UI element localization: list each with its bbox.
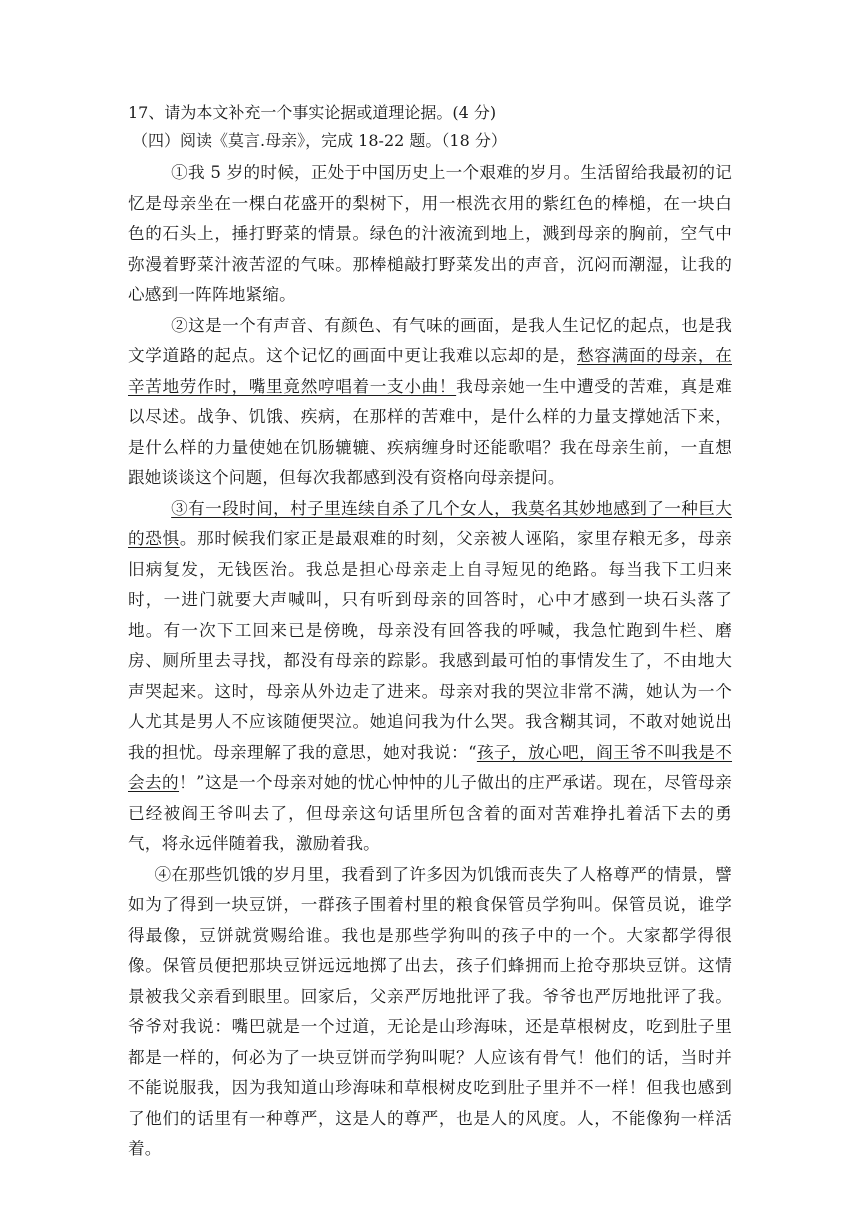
section-4-heading: （四）阅读《莫言.母亲》，完成 18-22 题。（18 分） [132, 131, 507, 150]
paragraph-3 [128, 494, 732, 860]
paragraph-4: ④在那些饥饿的岁月里，我看到了许多因为饥饿而丧失了人格尊严的情景，譬如为了得到一块豆饼，一群孩子围着村里的粮食保管员学狗叫。保管员说，谁学得最像，豆饼就赏赐给谁。我也是那些学狗叫的孩子中的一个。大家都学得很像。保管员便把那块豆饼远远地掷了出去，孩子们蜂拥而上抢夺那块豆饼。这情景被我父亲看到眼里。回家后，父亲严厉地批评了我。爷爷也严厉地批评了我。爷爷对我说：嘴巴就是一个过道，无论是山珍海味，还是草根树皮，吃到肚子里都是一样的，何必为了一块豆饼而学狗叫呢？人应该有骨气！他们的话，当时并不能说服我，因为我知道山珍海味和草根树皮吃到肚子里并不一样！但我也感到了他们的话里有一种尊严，这是人的尊严，也是人的风度。人，不能像狗一样活着。 [128, 864, 732, 1158]
paragraph-3-underlined-sentence-2: 孩子，放心吧，阎王爷不叫我是不会去的 [128, 742, 733, 792]
paragraph-2 [128, 311, 732, 494]
paragraph-3-text-b: ！”这是一个母亲对她的忧心忡忡的儿子做出的庄严承诺。现在，尽管母亲已经被阎王爷叫去了，但母亲这句话里所包含着的面对苦难挣扎着活下去的勇气，将永远伴随着我，激励着我。 [128, 773, 732, 853]
paragraph-3-text-a: 。那时候我们家正是最艰难的时刻，父亲被人诬陷，家里存粮无多，母亲旧病复发，无钱医治。我总是担心母亲走上自寻短见的绝路。每当我下工归来时，一进门就要大声喊叫，只有听到母亲的回答时，心中才感到一块石头落了地。有一次下工回来已是傍晚，母亲没有回答我的呼喊，我急忙跑到牛栏、磨房、厕所里去寻找，都没有母亲的踪影。我感到最可怕的事情发生了，不由地大声哭起来。这时，母亲从外边走了进来。母亲对我的哭泣非常不满，她认为一个人尤其是男人不应该随便哭泣。她追问我为什么哭。我含糊其词，不敢对她说出我的担忧。母亲理解了我的意思，她对我说：“ [128, 529, 732, 762]
paragraph-3-underlined-sentence-1: ③有一段时间，村子里连续自杀了几个女人，我莫名其妙地感到了一种巨大的恐惧 [128, 498, 732, 548]
paragraph-2-underlined-sentence: 愁容满面的母亲，在辛苦地劳作时，嘴里竟然哼唱着一支小曲！ [128, 346, 732, 396]
question-17: 17、请为本文补充一个事实论据或道理论据。(4 分) [128, 103, 497, 122]
paragraph-2-text-b: 我母亲她一生中遭受的苦难，真是难以尽述。战争、饥饿、疾病，在那样的苦难中，是什么样的力量支撑她活下来，是什么样的力量使她在饥肠辘辘、疾病缠身时还能歌唱？我在母亲生前，一直想跟她谈谈这个问题，但每次我都感到没有资格向母亲提问。 [128, 376, 732, 487]
exam-text-block [128, 100, 732, 1165]
paragraph-2-text-a: ②这是一个有声音、有颜色、有气味的画面，是我人生记忆的起点，也是我文学道路的起点。这个记忆的画面中更让我难以忘却的是， [128, 315, 732, 365]
paragraph-1: ①我 5 岁的时候，正处于中国历史上一个艰难的岁月。生活留给我最初的记忆是母亲坐在一棵白花盛开的梨树下，用一根洗衣用的紫红色的棒槌，在一块白色的石头上，捶打野菜的情景。绿色的汁液流到地上，溅到母亲的胸前，空气中弥漫着野菜汁液苦涩的气味。那棒槌敲打野菜发出的声音，沉闷而潮湿，让我的心感到一阵阵地紧缩。 [128, 163, 732, 304]
